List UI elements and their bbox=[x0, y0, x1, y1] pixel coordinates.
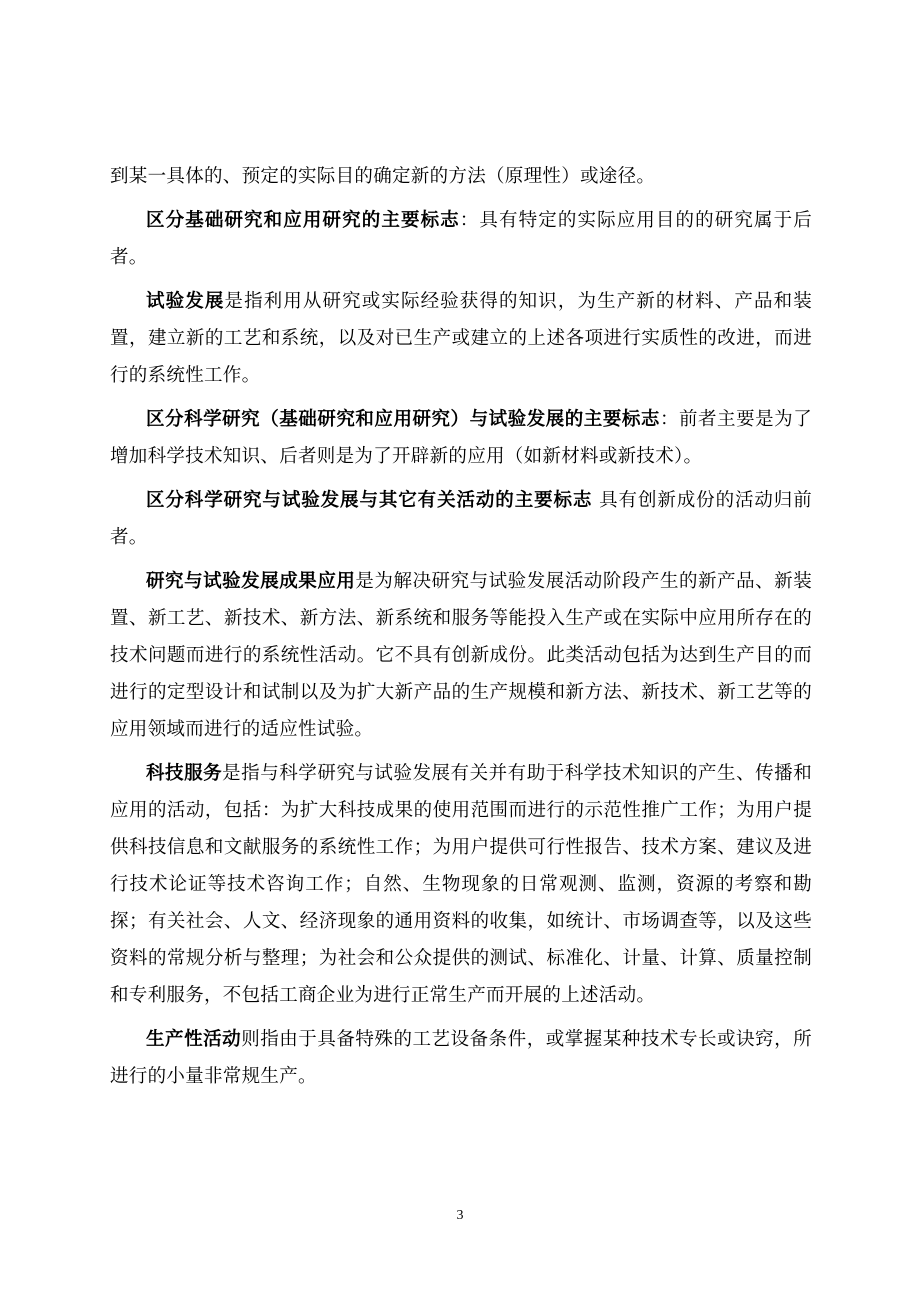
paragraph-term: 区分科学研究（基础研究和应用研究）与试验发展的主要标志 bbox=[146, 409, 660, 430]
paragraph-text: 到某一具体的、预定的实际目的确定新的方法（原理性）或途径。 bbox=[110, 166, 656, 187]
paragraph-continuation bbox=[110, 158, 812, 195]
paragraph-text: 则指由于具备特殊的工艺设备条件，或掌握某种技术专长或诀窍，所进行的小量非常规生产。 bbox=[110, 1029, 812, 1087]
paragraph-text: 是为解决研究与试验发展活动阶段产生的新产品、新装置、新工艺、新技术、新方法、新系统和服务等能投入生产或在实际中应用所存在的技术问题而进行的系统性活动。它不具有创新成份。此类活动包括为达到生产目的而进行的定型设计和试制以及为扩大新产品的生产规模和新方法、新技术、新工艺等的应用领域而进行的适应性试验。 bbox=[110, 571, 812, 740]
paragraph-term: 科技服务 bbox=[146, 763, 223, 784]
paragraph-term: 生产性活动 bbox=[146, 1029, 242, 1050]
paragraph-rd-vs-other-activities bbox=[110, 482, 812, 556]
paragraph-science-tech-services bbox=[110, 755, 812, 1014]
paragraph-term: 区分科学研究与试验发展与其它有关活动的主要标志 bbox=[146, 490, 593, 511]
paragraph-research-vs-development bbox=[110, 401, 812, 475]
paragraph-text: ：具有特定的实际应用目的的研究属于后者。 bbox=[110, 210, 812, 268]
paragraph-rd-results-application bbox=[110, 563, 812, 748]
paragraph-experimental-development bbox=[110, 283, 812, 394]
paragraph-production-activities bbox=[110, 1021, 812, 1095]
paragraph-basic-vs-applied bbox=[110, 202, 812, 276]
paragraph-text: 是指与科学研究与试验发展有关并有助于科学技术知识的产生、传播和应用的活动，包括：为扩大科技成果的使用范围而进行的示范性推广工作；为用户提供科技信息和文献服务的系统性工作；为用户提供可行性报告、技术方案、建议及进行技术论证等技术咨询工作；自然、生物现象的日常观测、监测，资源的考察和勘探；有关社会、人文、经济现象的通用资料的收集，如统计、市场调查等，以及这些资料的常规分析与整理；为社会和公众提供的测试、标准化、计量、计算、质量控制和专利服务，不包括工商企业为进行正常生产而开展的上述活动。 bbox=[110, 763, 812, 1006]
paragraph-term: 试验发展 bbox=[146, 291, 225, 312]
paragraph-term: 区分基础研究和应用研究的主要标志 bbox=[146, 210, 460, 231]
paragraph-text: 是指利用从研究或实际经验获得的知识，为生产新的材料、产品和装置，建立新的工艺和系统，以及对已生产或建立的上述各项进行实质性的改进，而进行的系统性工作。 bbox=[110, 291, 812, 386]
paragraph-term: 研究与试验发展成果应用 bbox=[146, 571, 356, 592]
document-body bbox=[110, 158, 812, 1102]
paragraph-text: 具有创新成份的活动归前者。 bbox=[110, 490, 812, 548]
paragraph-text: ：前者主要是为了增加科学技术知识、后者则是为了开辟新的应用（如新材料或新技术）。 bbox=[110, 409, 812, 467]
page-number: 3 bbox=[456, 1208, 464, 1223]
